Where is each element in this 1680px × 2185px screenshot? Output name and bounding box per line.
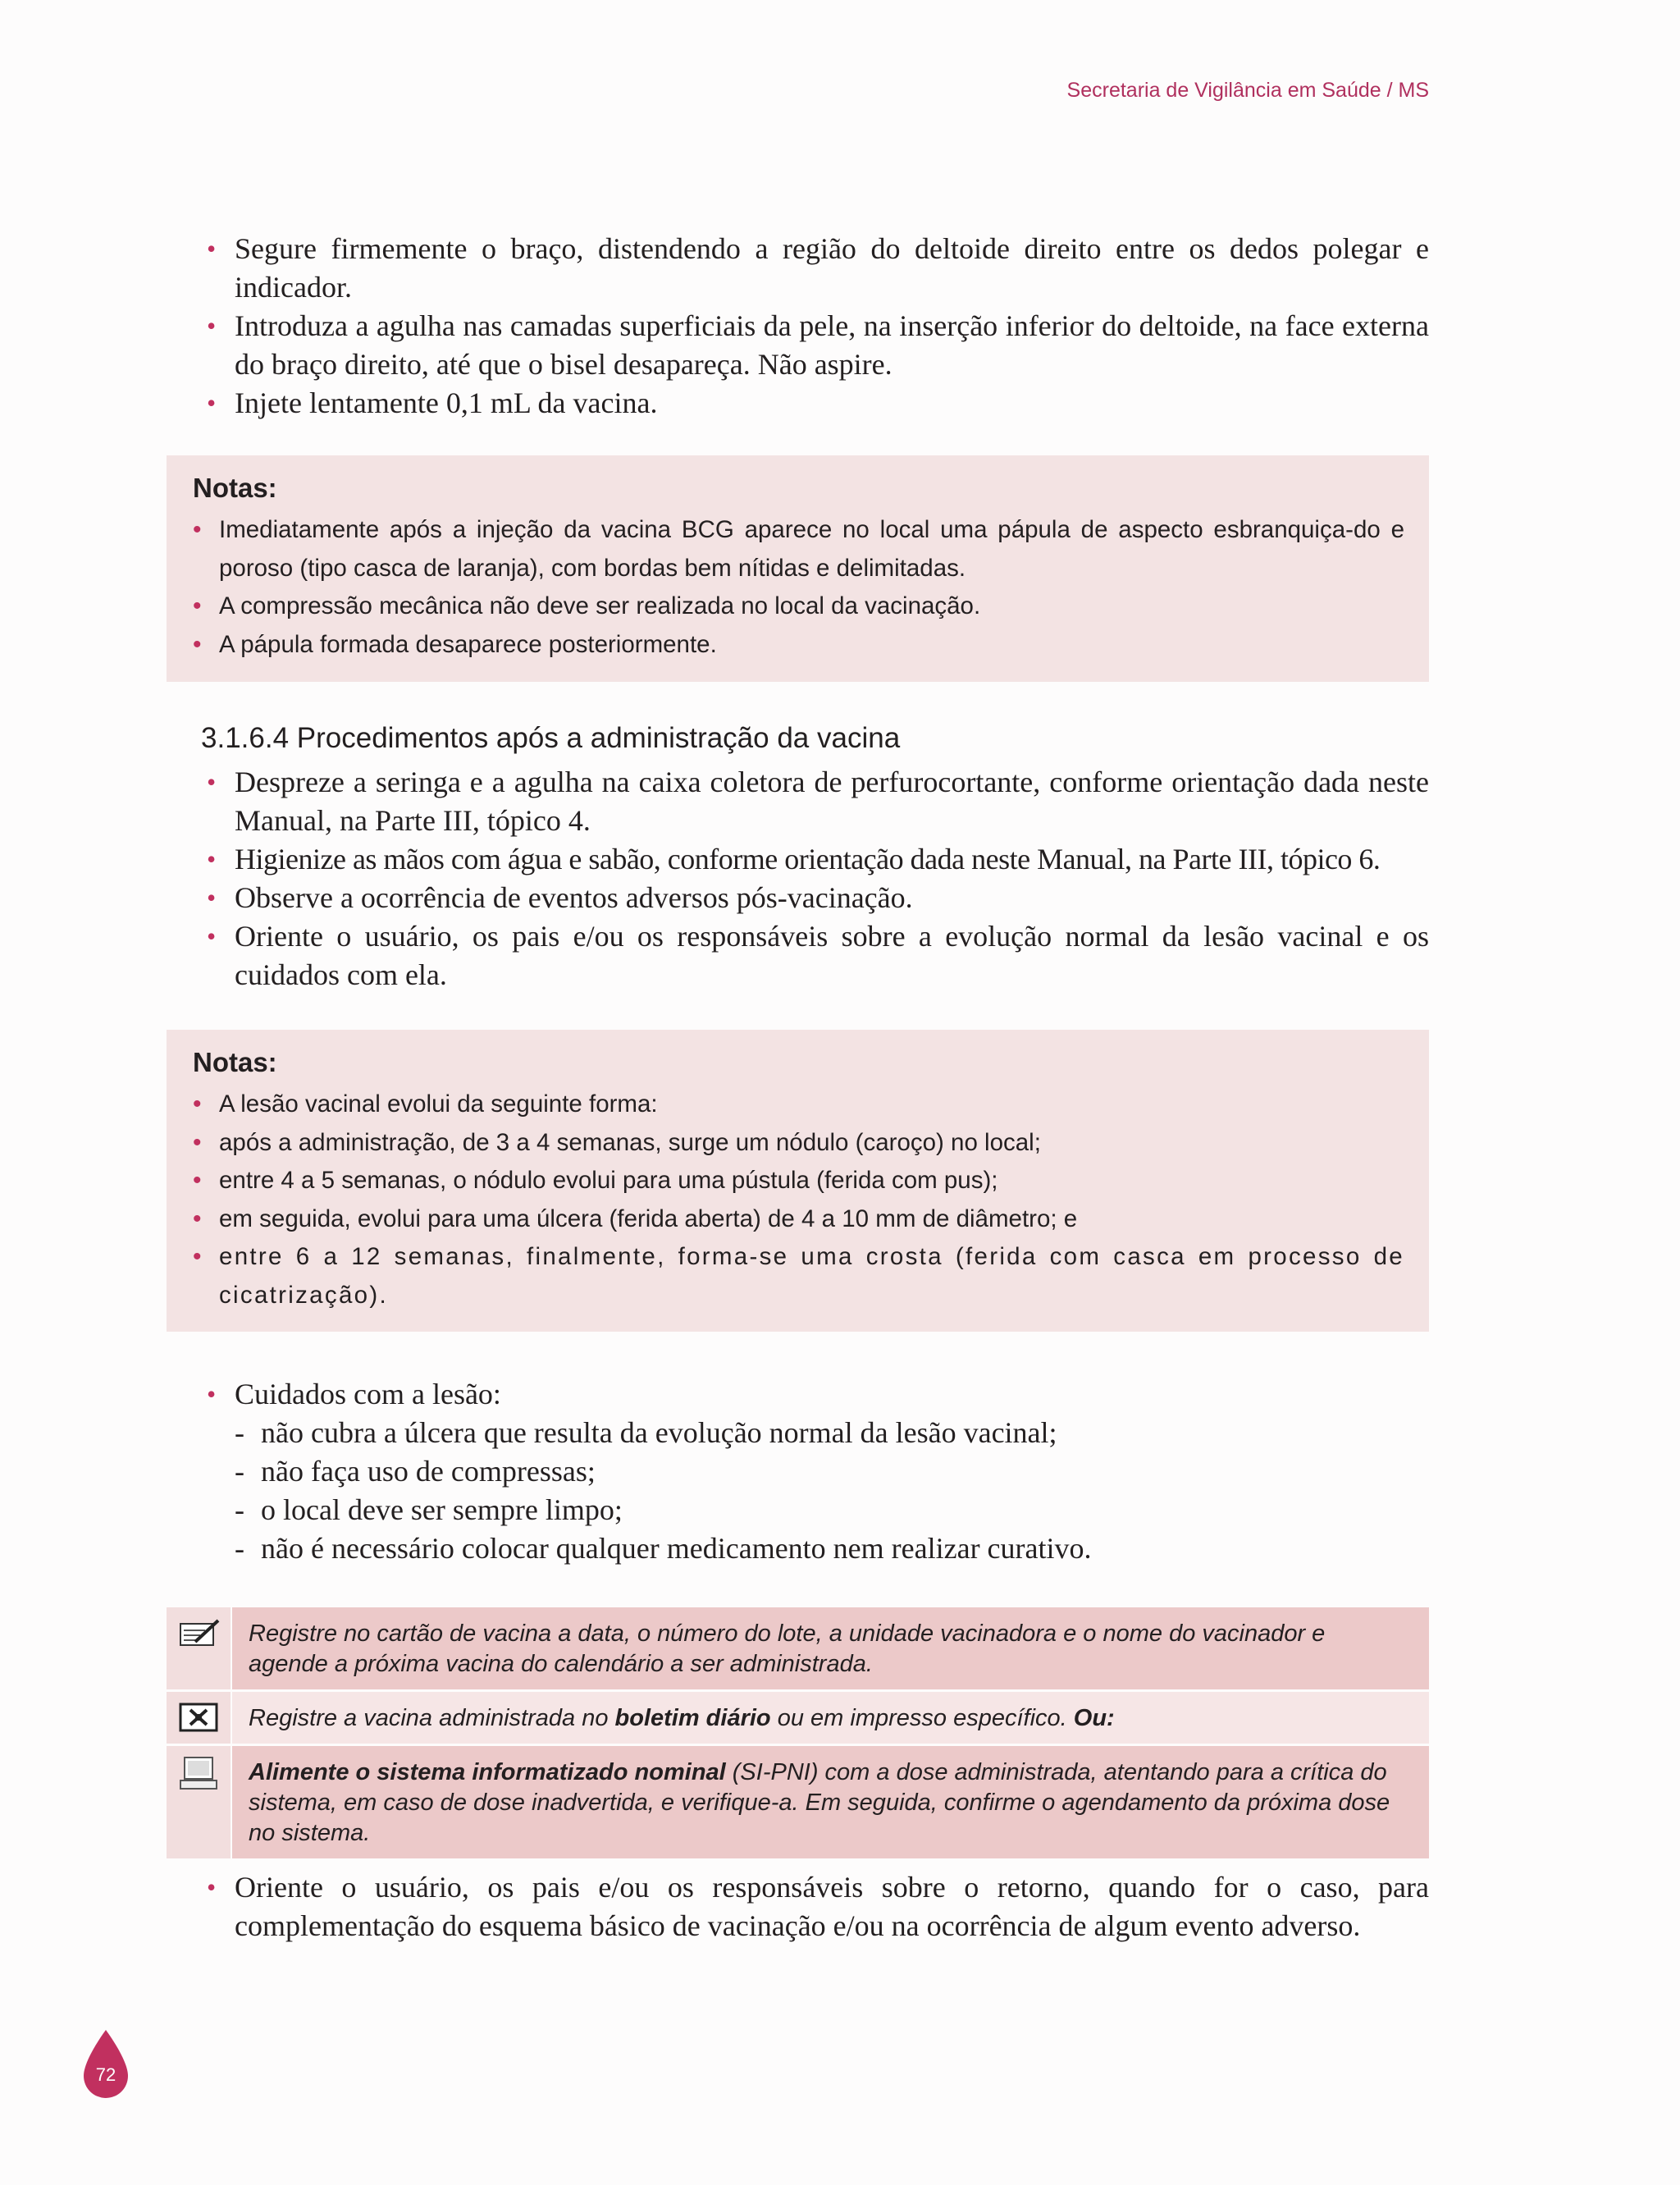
care-label: Cuidados com a lesão: — [235, 1378, 501, 1410]
care-sublist — [235, 1414, 1429, 1568]
register-card-text: Registre no cartão de vacina a data, o número do lote, a unidade vacinadora e o nome do vacinador e agende a próxima vacina do calendário a ser administrada. — [231, 1607, 1429, 1691]
list-item: • Oriente o usuário, os pais e/ou os responsáveis sobre o retorno, quando for o caso, para complementação do esquema básico de vacinação e/ou na ocorrência de algum evento adverso. — [207, 1868, 1429, 1945]
list-item: • entre 6 a 12 semanas, finalmente, forma-se uma crosta (ferida com casca em processo de cicatrização). — [193, 1238, 1404, 1314]
table-row — [167, 1745, 1429, 1860]
list-item: • em seguida, evolui para uma úlcera (ferida aberta) de 4 a 10 mm de diâmetro; e — [193, 1200, 1404, 1239]
register-daily-text: Registre a vacina administrada no boletim diário ou em impresso específico. Ou: — [231, 1691, 1429, 1745]
list-item: • Despreze a seringa e a agulha na caixa coletora de perfurocortante, conforme orientação dada neste Manual, na Parte III, tópico 4. — [207, 763, 1429, 840]
form-checkbox-icon — [167, 1691, 231, 1745]
procedure-bullet-list — [207, 230, 1429, 423]
notes-box-1 — [167, 455, 1429, 682]
list-item: - não faça uso de compressas; — [235, 1452, 1429, 1491]
list-item — [207, 1375, 1429, 1568]
list-item: • Observe a ocorrência de eventos adversos pós-vacinação. — [207, 879, 1429, 917]
pen-writing-icon — [167, 1607, 231, 1691]
register-system-text: Alimente o sistema informatizado nominal (SI-PNI) com a dose administrada, atentando para a crítica do sistema, em caso de dose inadvertida, e verifique-a. Em seguida, confirme o agendamento da próxima dose no sistema. — [231, 1745, 1429, 1860]
list-item: • Introduza a agulha nas camadas superficiais da pele, na inserção inferior do deltoide, na face externa do braço direito, até que o bisel desapareça. Não aspire. — [207, 307, 1429, 384]
notes-box-2 — [167, 1030, 1429, 1332]
notes-list — [193, 511, 1404, 664]
list-item: • Segure firmemente o braço, distendendo a região do deltoide direito entre os dedos polegar e indicador. — [207, 230, 1429, 307]
list-item: • A lesão vacinal evolui da seguinte forma: — [193, 1086, 1404, 1124]
list-item: • após a administração, de 3 a 4 semanas, surge um nódulo (caroço) no local; — [193, 1124, 1404, 1163]
computer-icon — [167, 1745, 231, 1860]
list-item: - não cubra a úlcera que resulta da evolução normal da lesão vacinal; — [235, 1414, 1429, 1452]
running-header: Secretaria de Vigilância em Saúde / MS — [1066, 79, 1429, 102]
list-item: • Injete lentamente 0,1 mL da vacina. — [207, 384, 1429, 423]
list-item: • A pápula formada desaparece posteriormente. — [193, 626, 1404, 665]
notes-title: Notas: — [193, 473, 277, 503]
list-item: • Imediatamente após a injeção da vacina BCG aparece no local uma pápula de aspecto esbranquiça-do e poroso (tipo casca de laranja), com bordas bem nítidas e delimitadas. — [193, 511, 1404, 587]
notes-list — [193, 1086, 1404, 1314]
table-row — [167, 1691, 1429, 1745]
page-number: 72 — [95, 2064, 116, 2085]
page-number-badge — [80, 2030, 131, 2100]
registration-table — [167, 1607, 1429, 1861]
list-item: - não é necessário colocar qualquer medicamento nem realizar curativo. — [235, 1529, 1429, 1568]
list-item: • entre 4 a 5 semanas, o nódulo evolui para uma pústula (ferida com pus); — [193, 1162, 1404, 1200]
list-item: • A compressão mecânica não deve ser realizada no local da vacinação. — [193, 587, 1404, 626]
list-item: - o local deve ser sempre limpo; — [235, 1491, 1429, 1529]
notes-title: Notas: — [193, 1047, 277, 1077]
section-bullet-list — [207, 763, 1429, 994]
care-list — [207, 1375, 1429, 1568]
final-bullet-list — [207, 1868, 1429, 1945]
list-item: • Oriente o usuário, os pais e/ou os responsáveis sobre a evolução normal da lesão vacinal e os cuidados com ela. — [207, 917, 1429, 994]
table-row — [167, 1607, 1429, 1691]
section-heading: 3.1.6.4 Procedimentos após a administração da vacina — [201, 722, 901, 754]
list-item: • Higienize as mãos com água e sabão, conforme orientação dada neste Manual, na Parte III, tópico 6. — [207, 840, 1429, 879]
